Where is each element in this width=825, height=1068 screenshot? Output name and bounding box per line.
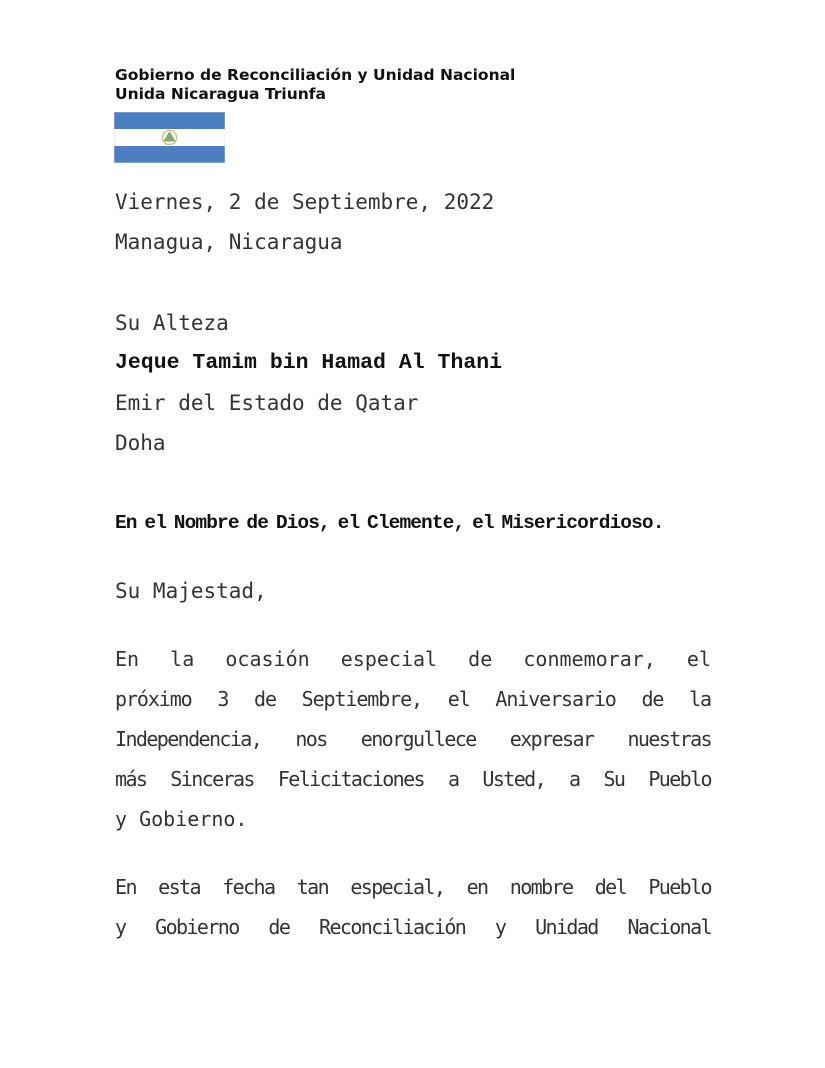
- invocation: En el Nombre de Dios, el Clemente, el Misericordioso.: [115, 512, 664, 534]
- recipient-name: Jeque Tamim bin Hamad Al Thani: [115, 351, 503, 375]
- paragraph-congratulations: [115, 646, 711, 846]
- letterhead: [115, 66, 515, 104]
- paragraph-line: y Gobierno.: [115, 807, 248, 831]
- paragraph-special-date: [115, 874, 711, 954]
- paragraph-line: próximo 3 de Septiembre, el Aniversario de la: [115, 687, 711, 711]
- greeting: Su Majestad,: [115, 579, 267, 603]
- recipient-title: Su Alteza: [115, 311, 229, 335]
- paragraph-line: En la ocasión especial de conmemorar, el: [115, 647, 711, 671]
- letter-place: Managua, Nicaragua: [115, 230, 343, 254]
- nicaragua-flag-icon: [114, 112, 225, 163]
- letterhead-government-name: Gobierno de Reconciliación y Unidad Nacional: [115, 66, 516, 84]
- paragraph-line: En esta fecha tan especial, en nombre del Pueblo: [115, 875, 711, 899]
- paragraph-line: Independencia, nos enorgullece expresar nuestras: [115, 727, 711, 751]
- paragraph-line: más Sinceras Felicitaciones a Usted, a Su Pueblo: [115, 767, 711, 791]
- flag-emblem-icon: [162, 130, 176, 144]
- letter-date: Viernes, 2 de Septiembre, 2022: [115, 190, 495, 214]
- recipient-city: Doha: [115, 431, 166, 455]
- recipient-position: Emir del Estado de Qatar: [115, 391, 419, 415]
- letterhead-motto: Unida Nicaragua Triunfa: [115, 85, 327, 103]
- paragraph-line: y Gobierno de Reconciliación y Unidad Nacional: [115, 915, 711, 939]
